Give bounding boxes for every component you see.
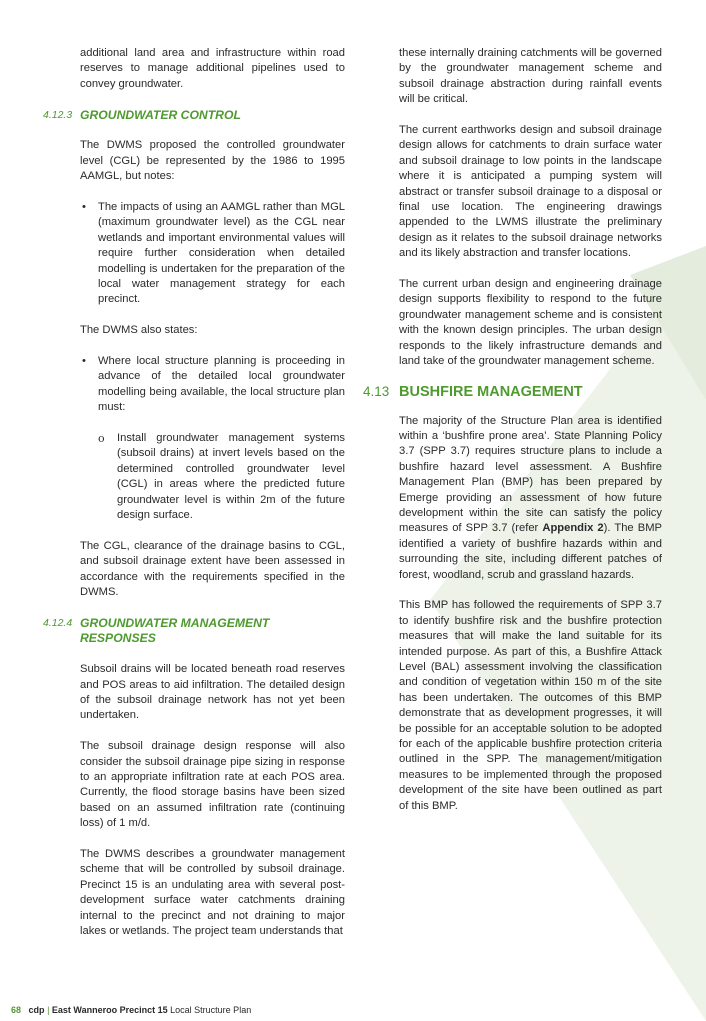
paragraph: Subsoil drains will be located beneath road reserves and POS areas to aid infiltration. The detailed design of the subsoil drainage network has not yet been undertaken. — [80, 663, 345, 722]
paragraph — [399, 414, 662, 583]
paragraph: The subsoil drainage design response will also consider the subsoil drainage pipe sizing in response to an appropriate infiltration rate at each POS area. Currently, the flood storage basins have been sized based on an assumed infiltration rate (continuing loss) of 1 m/d. — [80, 740, 345, 830]
page-footer — [11, 1004, 251, 1016]
section-title: GROUNDWATER CONTROL — [80, 107, 241, 122]
left-column — [43, 46, 345, 939]
section-number: 4.12.3 — [43, 108, 73, 121]
sub-bullet-list — [80, 431, 345, 523]
section-4-12-3-heading — [43, 107, 345, 123]
sub-bullet-text: Install groundwater management systems (subsoil drains) at invert levels based on the determined controlled groundwater level (CGL) in areas where the predicted future groundwater level is within 2m of the future design surface. — [117, 432, 345, 522]
paragraph-text: The majority of the Structure Plan area is identified within a ‘bushfire prone area’. State Planning Policy 3.7 (SPP 3.7) requires structure plans to include a bushfire hazard level assessment. A Bushfire Management Plan (BMP) has been prepared by Emerge providing an assessment of how future development within the site can satisfy the policy measures of SPP 3.7 (refer — [399, 414, 662, 535]
section-4-13-heading — [363, 383, 662, 401]
bullet-dot: • — [82, 355, 86, 368]
bullet-item — [80, 354, 345, 416]
paragraph: The CGL, clearance of the drainage basins to CGL, and subsoil drainage extent have been assessed in accordance with the requirements specified in the DWMS. — [80, 539, 345, 599]
sub-bullet-item — [98, 431, 345, 523]
section-title: BUSHFIRE MANAGEMENT — [399, 383, 583, 400]
bullet-list — [80, 354, 345, 416]
paragraph: these internally draining catchments will be governed by the groundwater management scheme and subsoil drainage abstraction during rainfall events will be critical. — [399, 47, 662, 106]
project-name: East Wanneroo Precinct 15 — [51, 1005, 168, 1015]
sub-bullet-marker: o — [98, 432, 105, 446]
footer-separator: | — [47, 1005, 50, 1015]
paragraph: This BMP has followed the requirements of SPP 3.7 to identify bushfire risk and the bushfire protection measures that will make the land suitable for its intended purpose. As part of this, a Bushfire Attack Level (BAL) assessment involving the classification and condition of vegetation within 150 m of the site has been undertaken. The outcomes of this BMP demonstrate that as development progresses, it will be possible for an acceptable solution to be adopted for each of the applicable bushfire protection criteria outlined in the SPP. The management/mitigation measures to be implemented through the proposed development of the site have been outlined as part of this BMP. — [399, 599, 662, 812]
bullet-text: Where local structure planning is proceeding in advance of the detailed local groundwater modelling being available, the local structure plan must: — [98, 355, 345, 414]
section-number: 4.13 — [363, 383, 390, 399]
brand-name: cdp — [28, 1005, 45, 1015]
section-title: GROUNDWATER MANAGEMENT RESPONSES — [80, 615, 270, 646]
paragraph: The DWMS proposed the controlled groundwater level (CGL) be represented by the 1986 to 1995 AAMGL, but notes: — [80, 139, 345, 183]
paragraph: The DWMS describes a groundwater management scheme that will be controlled by subsoil drainage. Precinct 15 is an undulating area with several post-development surface water catchments draining internal to the precinct and not draining to major lakes or wetlands. The project team understands that — [80, 847, 345, 937]
document-type: Local Structure Plan — [170, 1005, 252, 1015]
paragraph: The current urban design and engineering drainage design supports flexibility to respond to the future groundwater management scheme and is consistent with the known design principles. The urban design responds to the likely infrastructure demands and land take of the groundwater management scheme. — [399, 278, 662, 368]
bullet-item — [80, 200, 345, 308]
bullet-dot: • — [82, 201, 86, 214]
section-4-12-4-heading — [43, 615, 345, 647]
paragraph: The DWMS also states: — [80, 324, 198, 337]
page-number: 68 — [11, 1005, 22, 1015]
appendix-reference: Appendix 2 — [542, 522, 604, 535]
bullet-text: The impacts of using an AAMGL rather than MGL (maximum groundwater level) as the CGL near wetlands and important environmental values will require further consideration when detailed modelling is undertaken for the preparation of the local water management strategy for each precinct. — [98, 201, 345, 306]
right-column — [363, 46, 662, 814]
bullet-list — [80, 200, 345, 308]
intro-paragraph: additional land area and infrastructure within road reserves to manage additional pipelines used to convey groundwater. — [80, 47, 345, 90]
paragraph: The current earthworks design and subsoil drainage design allows for catchments to drain surface water and subsoil drainage to low points in the landscape where it is anticipated a pumping system will abstract or transfer subsoil drainage to a disposal or final use location. The engineering drawings appended to the LWMS illustrate the preliminary design as it relates to the subsoil drainage networks and its likely abstraction and transfer locations. — [399, 124, 662, 260]
section-number: 4.12.4 — [43, 616, 73, 629]
paragraph-text: ). The BMP identified a variety of bushfire hazards within and surrounding the site, including different patches of forest, woodland, scrub and grassland hazards. — [399, 522, 662, 581]
